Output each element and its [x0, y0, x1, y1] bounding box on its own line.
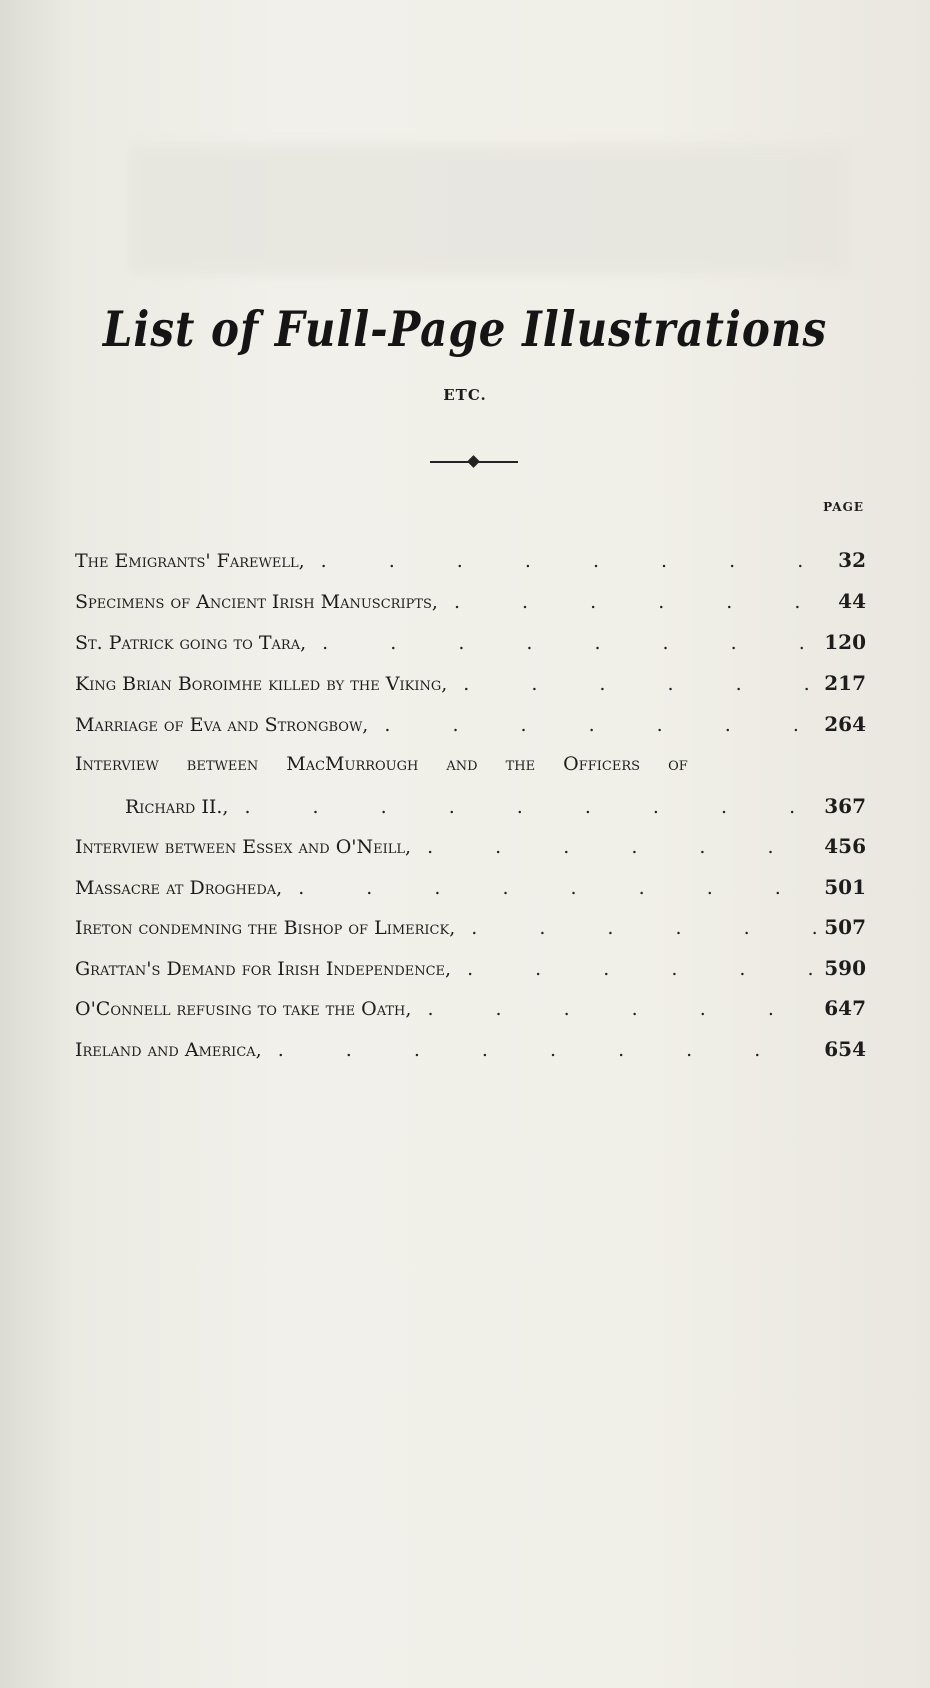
leader-dots — [411, 836, 824, 858]
entry-page: 217 — [824, 671, 866, 695]
entry-page: 120 — [824, 630, 866, 654]
leader-dots — [447, 673, 824, 695]
list-item — [75, 630, 866, 660]
entry-title: Ireland and America, — [75, 1039, 262, 1061]
list-item — [75, 712, 866, 742]
entry-page: 654 — [824, 1037, 866, 1061]
entry-title: Ireton condemning the Bishop of Limerick, — [75, 917, 456, 939]
entry-page: 507 — [824, 915, 866, 939]
page-column-header: PAGE — [823, 500, 864, 514]
entry-page: 456 — [824, 834, 866, 858]
entry-page: 32 — [838, 548, 866, 572]
entry-title: O'Connell refusing to take the Oath, — [75, 998, 412, 1020]
entry-page: 264 — [824, 712, 866, 736]
entry-title: Marriage of Eva and Strongbow, — [75, 714, 369, 736]
list-item — [75, 956, 866, 986]
entry-title: Interview between Essex and O'Neill, — [75, 836, 412, 858]
list-item-continuation — [125, 794, 866, 824]
leader-dots — [438, 591, 826, 613]
list-item — [75, 548, 866, 578]
entry-title: Grattan's Demand for Irish Independence, — [75, 958, 452, 980]
list-item — [75, 1037, 866, 1067]
entry-page: 501 — [824, 875, 866, 899]
leader-dots — [306, 632, 824, 654]
leader-dots — [368, 714, 824, 736]
entry-title-continuation: Richard II., — [125, 796, 229, 818]
list-item — [75, 996, 866, 1026]
leader-dots — [305, 550, 826, 572]
entry-page: 590 — [824, 956, 866, 980]
entry-title: Massacre at Drogheda, — [75, 877, 283, 899]
entry-page: 367 — [824, 794, 866, 818]
list-item — [75, 589, 866, 619]
list-item — [75, 915, 866, 945]
entry-title: The Emigrants' Farewell, — [75, 550, 305, 572]
list-item — [75, 753, 866, 783]
entry-title: Interview between MacMurrough and the Officers of — [75, 753, 688, 775]
leader-dots — [262, 1039, 825, 1061]
entry-title: Specimens of Ancient Irish Manuscripts, — [75, 591, 438, 613]
entry-title: King Brian Boroimhe killed by the Viking, — [75, 673, 448, 695]
page-title: List of Full-Page Illustrations — [102, 301, 828, 358]
entry-page: 44 — [838, 589, 866, 613]
entry-page: 647 — [824, 996, 866, 1020]
list-item — [75, 834, 866, 864]
entry-title: St. Patrick going to Tara, — [75, 632, 307, 654]
leader-dots — [282, 877, 824, 899]
page-subtitle: ETC. — [443, 386, 487, 404]
leader-dots — [228, 796, 824, 818]
list-item — [75, 671, 866, 701]
leader-dots — [455, 917, 824, 939]
leader-dots — [411, 998, 824, 1020]
bleed-through-shadow — [130, 145, 850, 275]
ornament-divider — [430, 461, 518, 463]
leader-dots — [451, 958, 824, 980]
list-item — [75, 875, 866, 905]
